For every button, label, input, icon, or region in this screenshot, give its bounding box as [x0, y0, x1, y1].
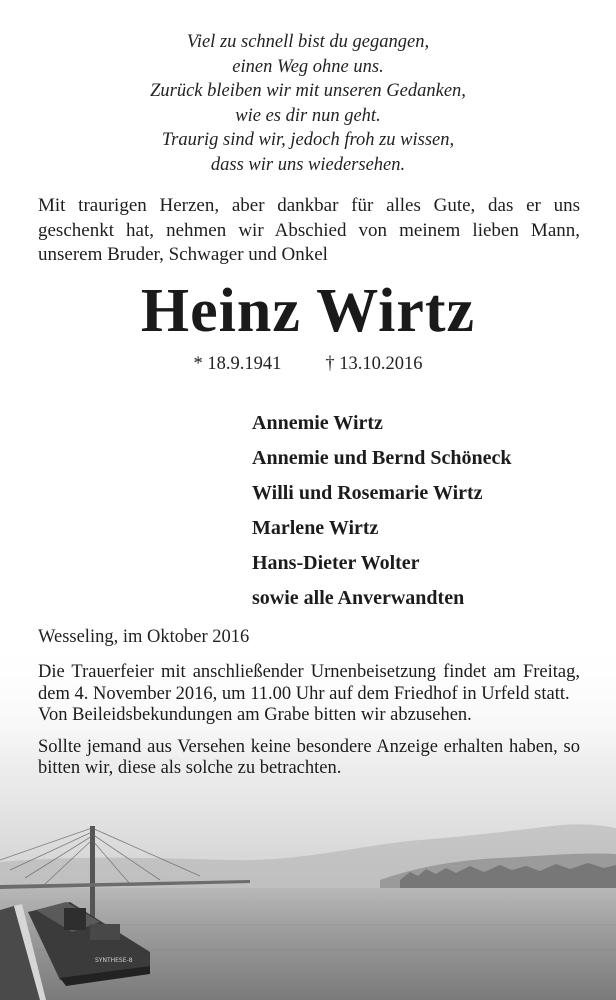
- poem-line: wie es dir nun geht.: [235, 105, 381, 126]
- funeral-details: [38, 662, 580, 705]
- funeral-line: Die Trauerfeier mit anschließender Urnenbeisetzung findet: [38, 662, 487, 682]
- mourner-name: sowie alle Anverwandten: [252, 587, 465, 609]
- notice-line: Sollte jemand aus Versehen keine besondere Anzeige erhalten: [38, 736, 504, 757]
- poem-line: dass wir uns wiedersehen.: [210, 154, 406, 175]
- deceased-name: Heinz Wirtz: [140, 277, 476, 345]
- funeral-info: [38, 662, 580, 780]
- mourner-name: Hans-Dieter Wolter: [252, 552, 420, 574]
- mourner-name: Annemie und Bernd Schöneck: [252, 447, 512, 469]
- notice-line: haben, so bitten wir, diese als solche zu betrachten.: [38, 736, 580, 778]
- place-and-date: Wesseling, im Oktober 2016: [38, 627, 250, 647]
- mourner-name: Willi und Rosemarie Wirtz: [252, 482, 483, 504]
- poem-line: Zurück bleiben wir mit unseren Gedanken,: [150, 81, 466, 101]
- notice-note: [38, 737, 580, 780]
- poem-line: einen Weg ohne uns.: [232, 56, 384, 77]
- intro-line: uns geschenkt hat, nehmen wir Abschied von meinem: [38, 195, 580, 241]
- funeral-line: Friedhof in Urfeld statt.: [393, 683, 570, 704]
- poem-line: Viel zu schnell bist du gegangen,: [186, 32, 430, 52]
- condolence-note: Von Beileidsbekundungen am Grabe bitten wir abzusehen.: [38, 705, 472, 725]
- intro-paragraph: [38, 194, 580, 268]
- mourner-name: Annemie Wirtz: [252, 412, 383, 434]
- life-dates: [0, 352, 616, 376]
- poem-line: Traurig sind wir, jedoch froh zu wissen,: [161, 130, 455, 150]
- ship-name-label: SYNTHESE-8: [95, 957, 133, 964]
- mourner-name: Marlene Wirtz: [252, 517, 379, 539]
- intro-line: lieben Mann, unserem Bruder, Schwager und Onkel: [38, 219, 581, 265]
- birth-date: * 18.9.1941: [193, 354, 282, 374]
- death-date: † 13.10.2016: [325, 354, 423, 374]
- poem: [0, 30, 616, 177]
- intro-line: Mit traurigen Herzen, aber dankbar für alles Gute, das er: [38, 195, 541, 216]
- mourners-list: [252, 406, 602, 616]
- funeral-line: am Freitag, dem 4. November 2016, um 11.00 Uhr auf dem: [38, 662, 580, 704]
